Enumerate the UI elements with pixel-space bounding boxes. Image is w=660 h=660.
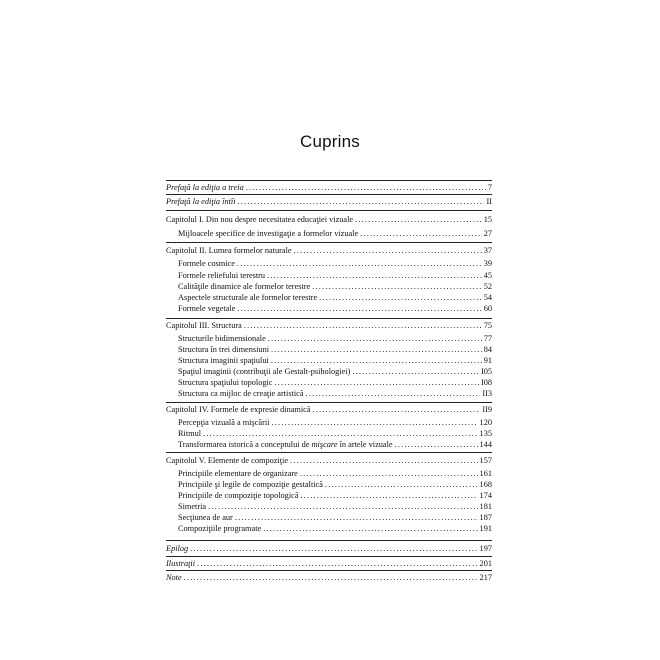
toc-leader-dots (312, 281, 481, 292)
toc-entry-label: Note (166, 573, 182, 582)
section-divider (166, 180, 492, 181)
toc-entry (178, 479, 492, 490)
toc-leader-dots (208, 501, 477, 512)
toc-entry-page: 84 (483, 345, 492, 354)
toc-entry (178, 344, 492, 355)
toc-leader-dots (263, 523, 477, 534)
toc-chapter-page: 37 (483, 246, 492, 255)
toc-leader-dots (352, 366, 479, 377)
toc-entry-label: Mijloacele specifice de investigaţie a formelor vizuale (178, 229, 359, 238)
toc-entry-preface-1st (166, 196, 492, 207)
toc-entry-label: Structura imaginii spaţiului (178, 356, 269, 365)
toc-chapter-label: Capitolul I. Din nou despre necesitatea educaţiei vizuale (166, 215, 354, 224)
toc-entry-page: 45 (483, 271, 492, 280)
toc-entry-page: 144 (479, 440, 492, 449)
toc-leader-dots (274, 377, 478, 388)
toc-entry-page: 77 (483, 334, 492, 343)
toc-leader-dots (190, 543, 477, 554)
toc-entry-page: 191 (479, 524, 492, 533)
section-divider (166, 570, 492, 571)
toc-entry (178, 512, 492, 523)
toc-entry-page: 27 (483, 229, 492, 238)
toc-entry (178, 355, 492, 366)
toc-entry-page: 91 (483, 356, 492, 365)
toc-entry-page: I08 (480, 378, 492, 387)
toc-entry-preface-3rd (166, 182, 492, 193)
toc-entry-epilog (166, 543, 492, 554)
toc-entry-label: Formele vegetale (178, 304, 236, 313)
toc-entry-page: II3 (482, 389, 492, 398)
toc-leader-dots (244, 320, 482, 331)
toc-entry-label: Simetria (178, 502, 207, 511)
section-divider (166, 540, 492, 541)
toc-entry-label: Calităţile dinamice ale formelor terestre (178, 282, 311, 291)
toc-chapter-page: II9 (482, 405, 492, 414)
section-divider (166, 402, 492, 403)
toc-entry-page: 174 (479, 491, 492, 500)
toc-entry-label: Spaţiul imaginii (contribuţii ale Gestalt-psihologiei) (178, 367, 351, 376)
toc-entry-page: 181 (479, 502, 492, 511)
toc-entry-label: Principiile de compoziţie topologică (178, 491, 299, 500)
toc-entry-label: Epilog (166, 544, 189, 553)
toc-entry-label: Prefaţă la ediţia a treia (166, 183, 244, 192)
toc-chapter-label: Capitolul IV. Formele de expresie dinamică (166, 405, 311, 414)
toc-entry (178, 270, 492, 281)
section-divider (166, 210, 492, 211)
toc-entry-label: Structura ca mijloc de creaţie artistică (178, 389, 304, 398)
toc-leader-dots (294, 245, 482, 256)
toc-chapter-page: 157 (479, 456, 492, 465)
toc-entry (178, 501, 492, 512)
toc-entry (178, 366, 492, 377)
toc-leader-dots (319, 292, 482, 303)
toc-entry-label: Prefaţă la ediţia întîi (166, 197, 236, 206)
toc-entry-label: Ilustraţii (166, 559, 196, 568)
toc-entry-label: Secţiunea de aur (178, 513, 233, 522)
toc-entry-page: 54 (483, 293, 492, 302)
toc-entry (178, 281, 492, 292)
section-divider (166, 318, 492, 319)
section-divider (166, 194, 492, 195)
toc-entry-label: Formele cosmice (178, 259, 235, 268)
toc-entry (178, 388, 492, 399)
toc-entry-label: Ritmul (178, 429, 202, 438)
toc-entry-page: 39 (483, 259, 492, 268)
toc-leader-dots (306, 388, 481, 399)
toc-leader-dots (237, 258, 482, 269)
toc-leader-dots (197, 558, 478, 569)
toc-entry-label: Structura spaţiului topologic (178, 378, 273, 387)
toc-entry-page: 168 (479, 480, 492, 489)
toc-entry-label: Percepţia vizuală a mişcării (178, 418, 270, 427)
toc-chapter (166, 455, 492, 466)
toc-entry (178, 377, 492, 388)
page-title: Cuprins (300, 132, 360, 151)
emphasis-text: mişcare (311, 440, 338, 449)
toc-leader-dots (203, 428, 477, 439)
toc-entry (178, 258, 492, 269)
toc-entry-page: 161 (479, 469, 492, 478)
toc-leader-dots (300, 468, 478, 479)
toc-leader-dots (290, 455, 478, 466)
toc-chapter-label: Capitolul II. Lumea formelor naturale (166, 246, 292, 255)
section-divider (166, 556, 492, 557)
toc-entry-page: II (486, 197, 492, 206)
toc-chapter (166, 320, 492, 331)
toc-entry-notes (166, 572, 492, 583)
toc-entry-label-part: Transformarea istorică a conceptului de mişcare în artele vizuale (178, 440, 393, 449)
toc-entry-label: Compoziţiile programate (178, 524, 262, 533)
toc-chapter (166, 214, 492, 225)
toc-leader-dots (268, 333, 482, 344)
toc-leader-dots (355, 214, 482, 225)
toc-leader-dots (271, 344, 482, 355)
toc-entry (178, 428, 492, 439)
toc-entry (178, 292, 492, 303)
toc-leader-dots (271, 355, 482, 366)
toc-leader-dots (235, 512, 478, 523)
section-divider (166, 242, 492, 243)
toc-entry (178, 228, 492, 239)
toc-leader-dots (271, 417, 477, 428)
toc-entry-page: 201 (479, 559, 492, 568)
toc-entry-label (178, 439, 393, 450)
toc-entry-page: 197 (479, 544, 492, 553)
toc-entry-label: Aspectele structurale ale formelor terestre (178, 293, 318, 302)
toc-leader-dots (184, 572, 478, 583)
toc-chapter-page: 15 (483, 215, 492, 224)
toc-entry-page: 7 (487, 183, 492, 192)
toc-leader-dots (313, 404, 481, 415)
section-divider (166, 452, 492, 453)
toc-entry-illustrations (166, 558, 492, 569)
toc-leader-dots (301, 490, 478, 501)
toc-entry (178, 468, 492, 479)
toc-entry (178, 439, 492, 450)
toc-entry-page: 52 (483, 282, 492, 291)
toc-entry (178, 303, 492, 314)
toc-entry (178, 333, 492, 344)
toc-leader-dots (238, 196, 485, 207)
toc-chapter-label: Capitolul V. Elemente de compoziţie (166, 456, 289, 465)
toc-entry (178, 523, 492, 534)
toc-leader-dots (267, 270, 482, 281)
toc-entry-label: Formele reliefului terestru (178, 271, 266, 280)
toc-entry-page: 60 (483, 304, 492, 313)
toc-entry-label: Principiile şi legile de compoziţie gestaltică (178, 480, 323, 489)
toc-entry (178, 417, 492, 428)
toc-entry-label: Structura în trei dimensiuni (178, 345, 270, 354)
toc-leader-dots (246, 182, 486, 193)
toc-entry-page: 217 (479, 573, 492, 582)
toc-leader-dots (360, 228, 482, 239)
toc-leader-dots (237, 303, 481, 314)
toc-leader-dots (395, 439, 478, 450)
toc-chapter (166, 245, 492, 256)
toc-leader-dots (325, 479, 478, 490)
toc-entry-page: I05 (480, 367, 492, 376)
toc-entry-label: Principiile elementare de organizare (178, 469, 298, 478)
toc-entry (178, 490, 492, 501)
toc-entry-page: 135 (479, 429, 492, 438)
toc-chapter-label: Capitolul III. Structura (166, 321, 242, 330)
toc-entry-page: 120 (479, 418, 492, 427)
toc-entry-page: 187 (479, 513, 492, 522)
toc-entry-label: Structurile bidimensionale (178, 334, 266, 343)
toc-chapter-page: 75 (483, 321, 492, 330)
toc-chapter (166, 404, 492, 415)
